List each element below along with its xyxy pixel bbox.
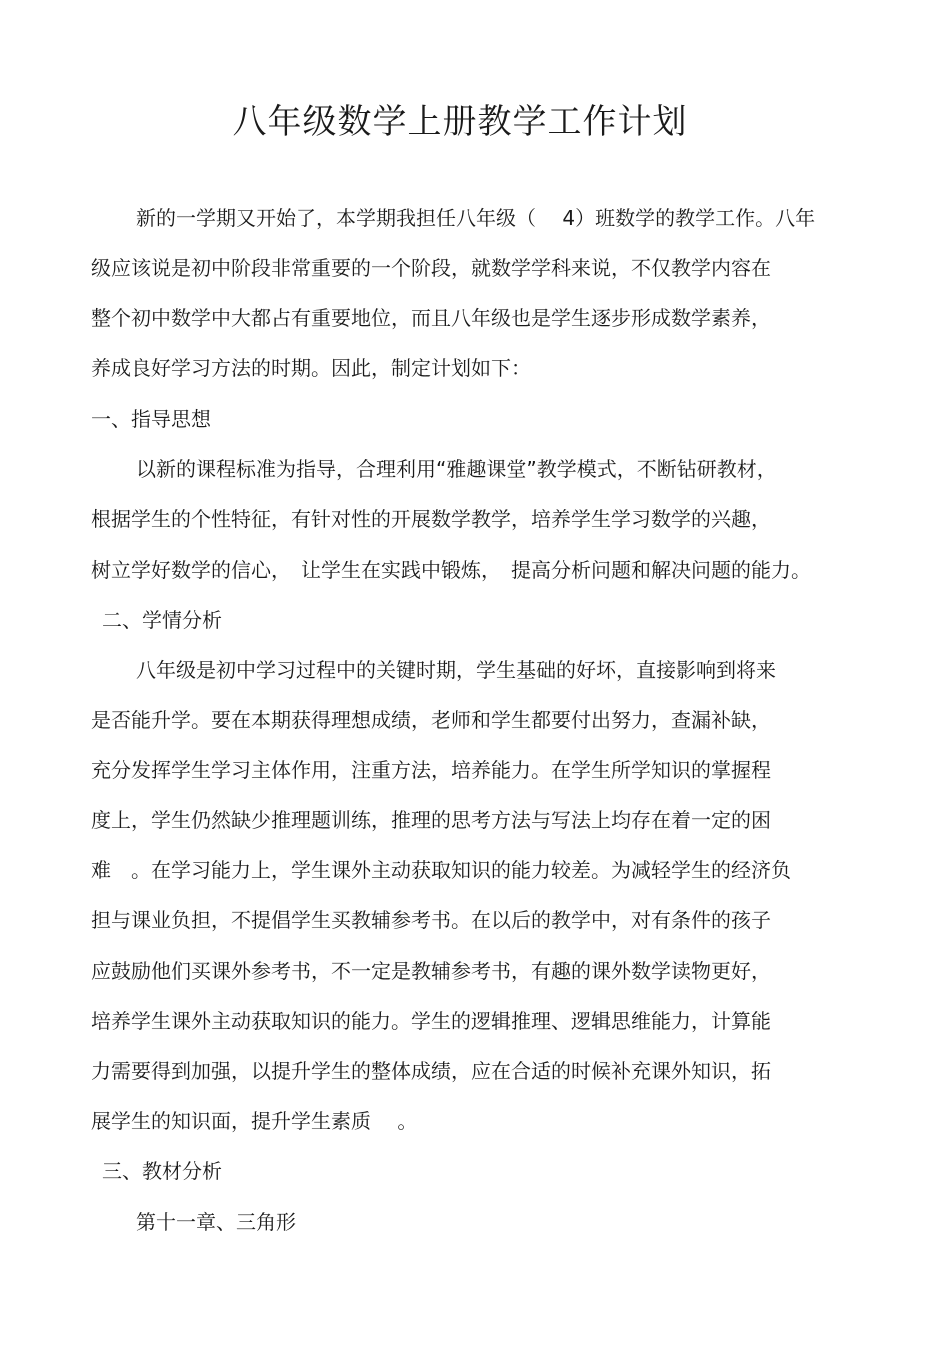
section-heading-guiding-ideology: 一、指导思想	[91, 407, 211, 431]
paragraph-line: 力需要得到加强，以提升学生的整体成绩，应在合适的时候补充课外知识，拓	[91, 1059, 771, 1083]
paragraph-line: 难 。在学习能力上，学生课外主动获取知识的能力较差。为减轻学生的经济负	[91, 858, 791, 882]
paragraph-line: 第十一章、三角形	[136, 1210, 296, 1234]
section-heading-student-analysis: 二、学情分析	[102, 608, 222, 632]
paragraph-line: 担与课业负担，不提倡学生买教辅参考书。在以后的教学中，对有条件的孩子	[91, 908, 771, 932]
paragraph-line: 以新的课程标准为指导，合理利用“雅趣课堂”教学模式，不断钻研教材，	[136, 457, 777, 481]
paragraph-line: 应鼓励他们买课外参考书，不一定是教辅参考书，有趣的课外数学读物更好，	[91, 959, 771, 983]
paragraph-line: 是否能升学。要在本期获得理想成绩，老师和学生都要付出努力，查漏补缺，	[91, 708, 771, 732]
document-title: 八年级数学上册教学工作计划	[232, 102, 688, 142]
section-heading-textbook-analysis: 三、教材分析	[102, 1159, 222, 1183]
paragraph-line: 根据学生的个性特征，有针对性的开展数学教学，培养学生学习数学的兴趣，	[91, 507, 771, 531]
paragraph-line: 展学生的知识面，提升学生素质 。	[91, 1109, 418, 1133]
paragraph-line: 八年级是初中学习过程中的关键时期，学生基础的好坏，直接影响到将来	[136, 658, 776, 682]
paragraph-line: 整个初中数学中大都占有重要地位，而且八年级也是学生逐步形成数学素养，	[91, 306, 771, 330]
paragraph-line: 养成良好学习方法的时期。因此，制定计划如下：	[91, 356, 531, 380]
paragraph-line: 培养学生课外主动获取知识的能力。学生的逻辑推理、逻辑思维能力，计算能	[91, 1009, 771, 1033]
paragraph-line: 充分发挥学生学习主体作用，注重方法，培养能力。在学生所学知识的掌握程	[91, 758, 771, 782]
paragraph-line: 树立学好数学的信心， 让学生在实践中锻炼， 提高分析问题和解决问题的能力。	[91, 558, 811, 582]
paragraph-line: 级应该说是初中阶段非常重要的一个阶段，就数学学科来说，不仅教学内容在	[91, 256, 771, 280]
paragraph-line: 新的一学期又开始了，本学期我担任八年级（ 4）班数学的教学工作。八年	[136, 206, 816, 230]
paragraph-line: 度上，学生仍然缺少推理题训练，推理的思考方法与写法上均存在着一定的困	[91, 808, 771, 832]
